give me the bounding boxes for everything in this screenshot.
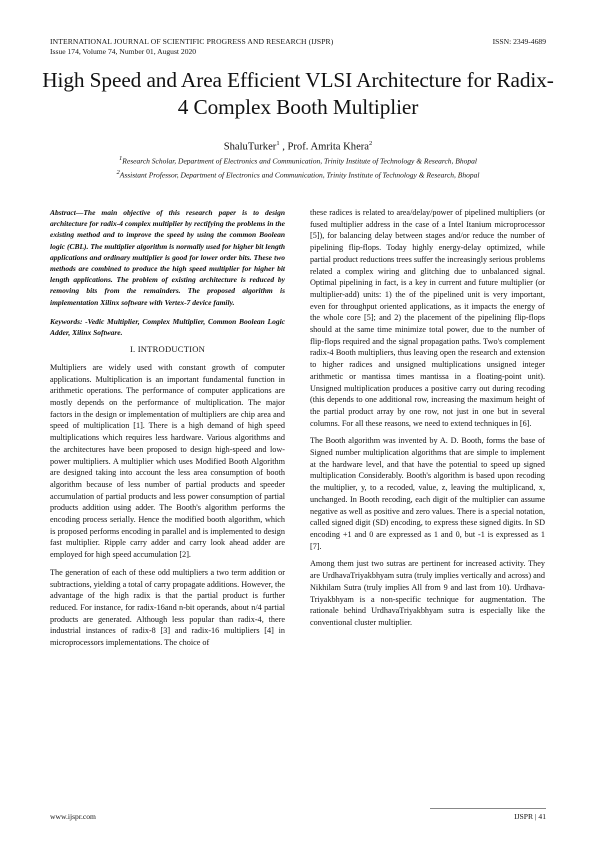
- abstract: Abstract—The main objective of this research paper is to design architecture for radix-4 complex multiplier by rectifying the problems in the existing method and to improve the speed by using the common Boolean logic (CBL). The multiplier algorithm is normally used for higher bit length applications and ordinary multiplier is good for lower order bits. These two methods are combined to produce the high speed multiplier for higher bit length applications. The problem of existing architecture is reduced by removing bits from the remainders. The proposed algorithm is implementation Xilinx software with Vertex-7 device family.: [50, 208, 285, 307]
- right-column: [310, 207, 545, 635]
- footer-url[interactable]: www.ijspr.com: [50, 812, 96, 821]
- affiliation-2: [50, 168, 546, 181]
- paper-title: High Speed and Area Efficient VLSI Architecture for Radix-4 Complex Booth Multiplier: [42, 68, 554, 119]
- affiliation-1-text: Research Scholar, Department of Electronics and Communication, Trinity Institute of Technology & Research, Bhopal: [122, 156, 477, 166]
- paragraph: these radices is related to area/delay/power of pipelined multipliers (or fused multiplier address in the case of a Intel Itanium microprocessor [5]), for balancing delay between stages and/or reduce the number of pipelining flip-flops. Today highly energy-delay optimized, while partial product reductions trees suffer the increasingly serious problems related a complex wiring and glitching due to unbalanced signal. Optimal pipelining in fact, is a key in current and future multiplier (or multiplier-add) units: 1) the of the pipelined unit is very important, even for throughput oriented applications, as it impacts the energy of the whole core [5]; and 2) the placement of the pipelining flip-flops should at the same time minimize total power, due to the number of flip-flops required and the signal propagation paths. Two's complement radix-4 Booth multipliers, thus leaving open the research and extension to higher radices and unsigned multiplications unsigned integer arithmetic or mantissa times mantissa in a floating-point unit). Unsigned multiplication produces a positive carry out during recoding (this depends to one additional row, increasing the maximum height of the partial product array by one row, not just in one but in several columns. For all these reasons, we need to extend techniques in [6].: [310, 208, 545, 428]
- author-separator: ,: [279, 141, 288, 153]
- issn: ISSN: 2349-4689: [492, 37, 546, 46]
- keywords: Keywords: -Vedic Multiplier, Complex Multiplier, Common Boolean Logic Adder, Xilinx Software.: [50, 316, 285, 338]
- page-number: IJSPR | 41: [514, 812, 546, 821]
- affiliation-2-text: Assistant Professor, Department of Electronics and Communication, Trinity Institute of Technology & Research, Bhopal: [119, 170, 480, 180]
- affiliation-2-sup: 2: [116, 169, 120, 176]
- section-heading-introduction: I. INTRODUCTION: [129, 344, 206, 355]
- journal-name: INTERNATIONAL JOURNAL OF SCIENTIFIC PROGRESS AND RESEARCH (IJSPR): [50, 37, 334, 46]
- running-header: [50, 37, 546, 57]
- paragraph: Multipliers are widely used with constant growth of computer applications. Multiplication is an important fundamental function in arithmetic operations. The performance of computer applications are mostly depends on the performance of multiplication. The major factors in the design or implementation of multipliers are chip area and speed of multiplication [1]. There is a high demand of high speed multiplications which requires less hardware. Various algorithms and the architectures have been proposed to design high-speed and low-power multipliers. A multiplier which uses Modified Booth Algorithm are designed taking into account the less area consumption of booth algorithm because of less number of partial products and speeder accumulation of partial products and less power consumption of partial products addition using adder. The Booth's algorithm performs the encoding process serially. Hence the modified booth algorithm, which is proposed performs encoding in parallel and is implemented to design fast multiplier. Ripple carry adder and carry look ahead adder are employed for high speed accumulation [2].: [50, 362, 285, 560]
- paragraph: The Booth algorithm was invented by A. D. Booth, forms the base of Signed number multiplication algorithms that are simple to implement at the hardware level, and that have the potential to speed up signed multiplication Considerably. Booth's algorithm is based upon recoding the multiplier, y, to a recoded, value, z, leaving the multiplicand, x, unchanged. In Booth recoding, each digit of the multiplier can assume negative as well as positive and zero values. There is a special notation, called signed digit (SD) encoding, to express these signed digits. In SD encoding +1 and 0 are expressed as 1 and 0, but -1 is expressed as 1 [7].: [310, 436, 545, 551]
- footer-rule: [430, 808, 546, 809]
- author-1: ShaluTurker: [223, 141, 277, 153]
- paragraph: Among them just two sutras are pertinent for increased activity. They are UrdhavaTriyakbhyam sutra (truly implies vertically and across) and Nikhilam Sutra (truly implies All from 9 and last from 10). Urdhava-Triyakbhyam is a non-specific technique for augmentation. The rationale behind UrdhavaTriyakbhyam sutra is especially like the conventional cluster multiplier.: [310, 559, 545, 627]
- affiliation-1: [50, 154, 546, 167]
- author-2: Prof. Amrita Khera: [287, 141, 370, 153]
- affiliation-1-sup: 1: [119, 155, 123, 162]
- issue-info: Issue 174, Volume 74, Number 01, August 2020: [50, 47, 197, 56]
- paragraph: The generation of each of these odd multipliers a two term addition or subtractions, yielding a total of carry propagate additions. However, the advantage of the high radix is that the partial product is further reduced. For instance, for radix-16and n-bit operands, about n/4 partial products are generated. Although less popular than radix-4, there industrial instances of radix-8 [3] and radix-16 multipliers [4] in microprocessors implementations. The choice of: [50, 567, 285, 648]
- author-1-sup: 1: [276, 140, 280, 147]
- left-column: [50, 207, 285, 655]
- author-2-sup: 2: [369, 140, 373, 147]
- author-line: [50, 137, 546, 155]
